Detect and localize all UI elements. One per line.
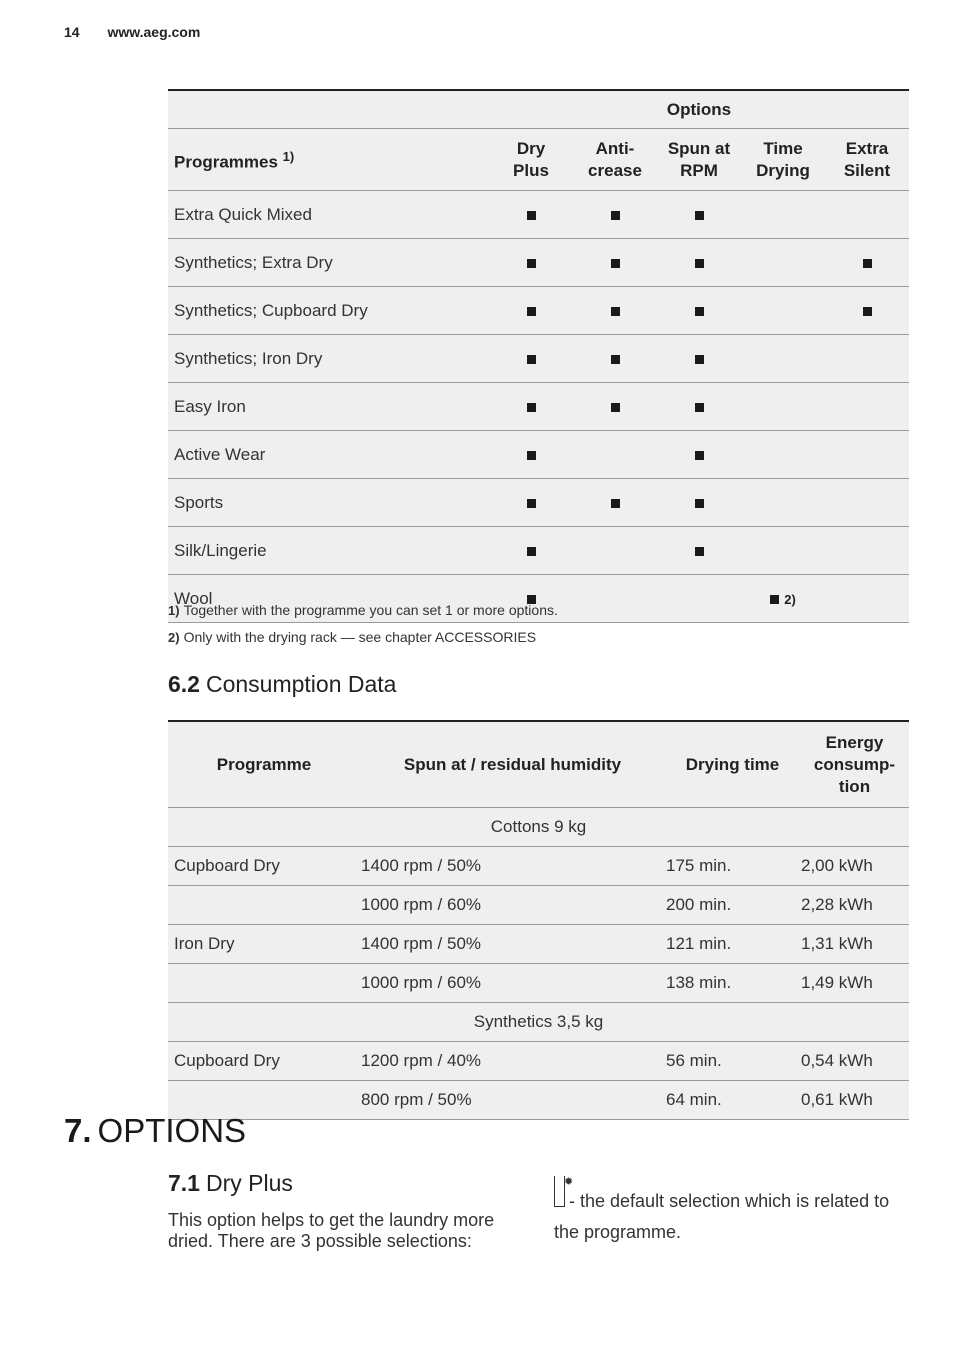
check-square-icon <box>611 259 620 268</box>
table-cell: Iron Dry <box>168 925 360 964</box>
group-row <box>168 808 909 847</box>
table-cell: 56 min. <box>665 1042 800 1081</box>
table-cell: 200 min. <box>665 886 800 925</box>
check-square-icon <box>695 259 704 268</box>
table-row <box>168 383 909 431</box>
table-cell: 1000 rpm / 60% <box>360 964 665 1003</box>
check-square-icon <box>527 259 536 268</box>
option-cell <box>489 239 573 287</box>
group-label: Cottons 9 kg <box>168 808 909 847</box>
spun-header: Spun at / residual humidity <box>360 721 665 808</box>
check-square-icon <box>770 595 779 604</box>
table-cell: 1200 rpm / 40% <box>360 1042 665 1081</box>
option-cell <box>489 527 573 575</box>
programme-name: Extra Quick Mixed <box>168 191 489 239</box>
check-square-icon <box>695 547 704 556</box>
check-square-icon <box>611 499 620 508</box>
table-row <box>168 925 909 964</box>
option-cell <box>657 527 741 575</box>
table-cell: 1400 rpm / 50% <box>360 847 665 886</box>
check-square-icon <box>527 451 536 460</box>
programme-header: Programme <box>168 721 360 808</box>
option-cell <box>573 191 657 239</box>
table-cell: 175 min. <box>665 847 800 886</box>
programmes-header: Programmes $^{1)}$ <box>168 129 489 191</box>
check-square-icon <box>695 355 704 364</box>
option-cell <box>741 575 825 623</box>
table-cell <box>168 964 360 1003</box>
option-cell <box>489 287 573 335</box>
option-cell <box>573 479 657 527</box>
programme-name: Synthetics; Extra Dry <box>168 239 489 287</box>
option-cell <box>489 431 573 479</box>
option-cell <box>657 575 741 623</box>
table-cell: 2,28 kWh <box>800 886 909 925</box>
check-square-icon <box>527 547 536 556</box>
check-square-icon <box>527 403 536 412</box>
check-square-icon <box>695 499 704 508</box>
option-cell <box>573 575 657 623</box>
option-cell <box>741 383 825 431</box>
option-column-header: Spun at RPM <box>657 129 741 191</box>
option-cell <box>825 575 909 623</box>
table-cell: 800 rpm / 50% <box>360 1081 665 1120</box>
table-cell <box>168 886 360 925</box>
options-group-header: Options <box>489 90 909 129</box>
footnote-1: 1) Together with the programme you can set 1 or more options. <box>168 602 558 618</box>
table-cell: Cupboard Dry <box>168 847 360 886</box>
table-cell: 1400 rpm / 50% <box>360 925 665 964</box>
option-cell <box>489 479 573 527</box>
option-cell <box>825 431 909 479</box>
energy-header: Energy consump- tion <box>800 721 909 808</box>
check-square-icon <box>695 307 704 316</box>
option-cell <box>573 239 657 287</box>
option-cell <box>657 335 741 383</box>
table-row <box>168 527 909 575</box>
option-cell <box>741 191 825 239</box>
option-cell <box>825 479 909 527</box>
default-selection-note: ✹- the default selection which is related to the programme. <box>554 1176 914 1228</box>
section-7-1-heading: 7.1 Dry Plus <box>168 1170 293 1196</box>
table-cell: Cupboard Dry <box>168 1042 360 1081</box>
option-cell <box>741 431 825 479</box>
option-cell <box>741 287 825 335</box>
table-row <box>168 847 909 886</box>
table-cell: 138 min. <box>665 964 800 1003</box>
table-row <box>168 335 909 383</box>
table-row <box>168 1042 909 1081</box>
drying-time-header: Drying time <box>665 721 800 808</box>
option-cell <box>657 431 741 479</box>
page-header <box>64 24 224 40</box>
option-cell <box>489 191 573 239</box>
section-6-2-heading: 6.2 Consumption Data <box>168 671 397 697</box>
option-cell <box>573 431 657 479</box>
footnote-marker: 2) <box>168 630 180 645</box>
programme-name: Sports <box>168 479 489 527</box>
check-square-icon <box>527 211 536 220</box>
programme-name: Easy Iron <box>168 383 489 431</box>
check-square-icon <box>527 307 536 316</box>
check-square-icon <box>611 403 620 412</box>
option-column-header: Extra Silent <box>825 129 909 191</box>
programme-name: Silk/Lingerie <box>168 527 489 575</box>
table-cell: 2,00 kWh <box>800 847 909 886</box>
footnote-ref: 2) <box>784 591 796 607</box>
option-cell <box>825 527 909 575</box>
check-square-icon <box>695 403 704 412</box>
option-column-header: Time Drying <box>741 129 825 191</box>
table-cell: 121 min. <box>665 925 800 964</box>
programme-name: Synthetics; Cupboard Dry <box>168 287 489 335</box>
check-square-icon <box>695 451 704 460</box>
table-cell: 1000 rpm / 60% <box>360 886 665 925</box>
programme-name: Wool <box>168 575 489 623</box>
option-cell <box>489 383 573 431</box>
option-cell <box>825 191 909 239</box>
option-cell <box>741 335 825 383</box>
option-cell <box>825 239 909 287</box>
option-cell <box>573 287 657 335</box>
check-square-icon <box>863 259 872 268</box>
programme-name: Active Wear <box>168 431 489 479</box>
option-cell <box>825 287 909 335</box>
group-row <box>168 1003 909 1042</box>
table-row <box>168 886 909 925</box>
options-table <box>168 89 909 623</box>
option-column-header: Dry Plus <box>489 129 573 191</box>
option-cell <box>657 287 741 335</box>
programme-name: Synthetics; Iron Dry <box>168 335 489 383</box>
dry-plus-description: This option helps to get the laundry more dried. There are 3 possible selections: <box>168 1210 495 1251</box>
option-cell <box>741 239 825 287</box>
footnote-2: 2) Only with the drying rack — see chapter ACCESSORIES <box>168 629 537 645</box>
option-cell <box>489 335 573 383</box>
option-cell <box>825 383 909 431</box>
website-link[interactable]: www.aeg.com <box>107 24 201 40</box>
table-cell: 0,54 kWh <box>800 1042 909 1081</box>
options-table-blank-header <box>168 90 489 129</box>
option-cell <box>657 239 741 287</box>
option-cell <box>657 191 741 239</box>
option-cell <box>741 527 825 575</box>
consumption-table <box>168 720 909 1120</box>
table-row <box>168 1081 909 1120</box>
option-cell <box>573 383 657 431</box>
option-cell <box>657 479 741 527</box>
table-cell: 64 min. <box>665 1081 800 1120</box>
table-cell: 0,61 kWh <box>800 1081 909 1120</box>
check-square-icon <box>611 355 620 364</box>
group-label: Synthetics 3,5 kg <box>168 1003 909 1042</box>
option-cell <box>573 527 657 575</box>
table-cell: 1,31 kWh <box>800 925 909 964</box>
table-row <box>168 239 909 287</box>
table-row <box>168 964 909 1003</box>
check-square-icon <box>527 499 536 508</box>
check-square-icon <box>527 355 536 364</box>
page-number: 14 <box>64 24 80 40</box>
footnote-marker: 1) <box>168 603 180 618</box>
table-cell: 1,49 kWh <box>800 964 909 1003</box>
option-cell <box>657 383 741 431</box>
check-square-icon <box>611 307 620 316</box>
check-square-icon <box>695 211 704 220</box>
option-cell <box>741 479 825 527</box>
option-cell <box>825 335 909 383</box>
section-7-heading: 7. OPTIONS <box>64 1112 247 1149</box>
table-row <box>168 191 909 239</box>
check-square-icon <box>863 307 872 316</box>
option-column-header: Anti- crease <box>573 129 657 191</box>
table-row <box>168 287 909 335</box>
table-row <box>168 479 909 527</box>
programmes-footnote-ref: 1) <box>282 148 295 164</box>
table-row <box>168 431 909 479</box>
option-cell <box>573 335 657 383</box>
check-square-icon <box>611 211 620 220</box>
dry-level-icon <box>554 1176 565 1207</box>
